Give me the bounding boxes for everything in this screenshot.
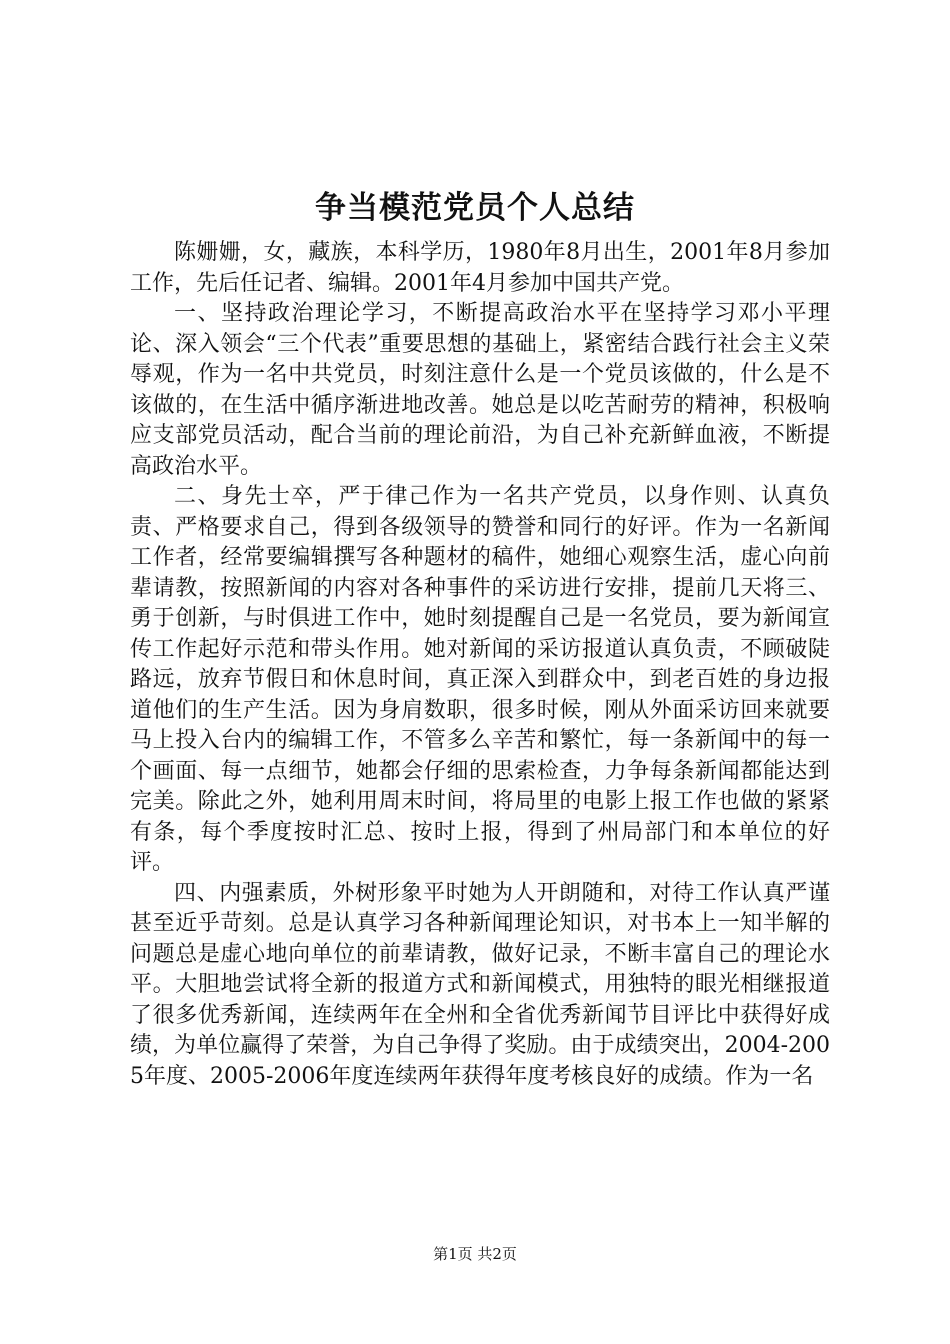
paragraph-section-2: 二、身先士卒，严于律己作为一名共产党员，以身作则、认真负责、严格要求自己，得到各级领导的赞誉和同行的好评。作为一名新闻工作者，经常要编辑撰写各种题材的稿件，她细心观察生活，虚心向前辈请教，按照新闻的内容对各种事件的采访进行安排，提前几天将三、勇于创新，与时俱进工作中，她时刻提醒自己是一名党员，要为新闻宣传工作起好示范和带头作用。她对新闻的采访报道认真负责，不顾破陡路远，放弃节假日和休息时间，真正深入到群众中，到老百姓的身边报道他们的生产生活。因为身肩数职，很多时候，刚从外面采访回来就要马上投入台内的编辑工作，不管多么辛苦和繁忙，每一条新闻中的每一个画面、每一点细节，她都会仔细的思索检查，力争每条新闻都能达到完美。除此之外，她利用周末时间，将局里的电影上报工作也做的紧紧有条，每个季度按时汇总、按时上报，得到了州局部门和本单位的好评。 <box>130 484 830 875</box>
paragraph-section-4: 四、内强素质，外树形象平时她为人开朗随和，对待工作认真严谨甚至近乎苛刻。总是认真学习各种新闻理论知识，对书本上一知半解的问题总是虚心地向单位的前辈请教，做好记录，不断丰富自己的理论水平。大胆地尝试将全新的报道方式和新闻模式，用独特的眼光相继报道了很多优秀新闻，连续两年在全州和全省优秀新闻节目评比中获得好成绩，为单位赢得了荣誉，为自己争得了奖励。由于成绩突出，2004-2005年度、2005-2006年度连续两年获得年度考核良好的成绩。作为一名 <box>130 880 830 1089</box>
document-body <box>130 238 830 1092</box>
document-title: 争当模范党员个人总结 <box>315 190 635 226</box>
paragraph-intro: 陈姗姗，女，藏族，本科学历，1980年8月出生，2001年8月参加工作，先后任记者、编辑。2001年4月参加中国共产党。 <box>130 240 830 296</box>
paragraph-section-1: 一、坚持政治理论学习，不断提高政治水平在坚持学习邓小平理论、深入领会“三个代表”重要思想的基础上，紧密结合践行社会主义荣辱观，作为一名中共党员，时刻注意什么是一个党员该做的，什么是不该做的，在生活中循序渐进地改善。她总是以吃苦耐劳的精神，积极响应支部党员活动，配合当前的理论前沿，为自己补充新鲜血液，不断提高政治水平。 <box>130 301 830 479</box>
page-number-footer: 第1页 共2页 <box>433 1245 517 1263</box>
